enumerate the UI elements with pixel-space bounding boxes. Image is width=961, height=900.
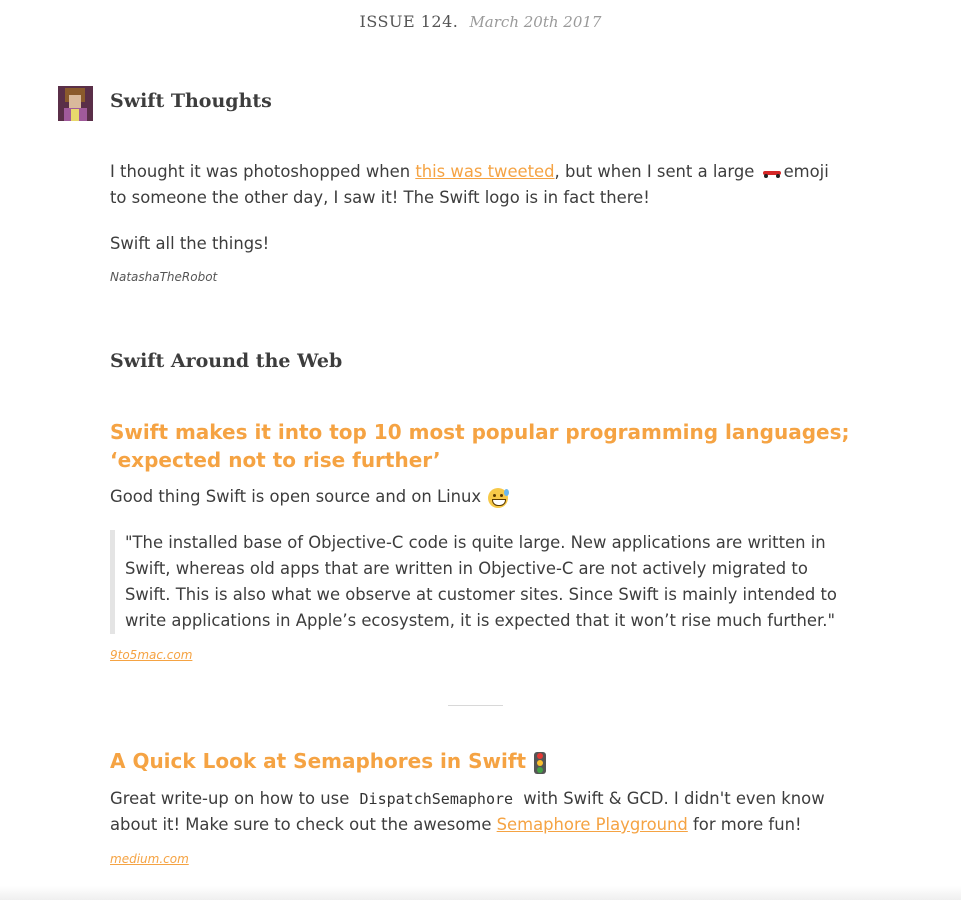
article-title[interactable] [110,418,850,474]
author-avatar [58,86,93,121]
article-summary [110,786,850,838]
race-car-icon [762,168,782,178]
section-title-around-web: Swift Around the Web [110,350,343,372]
article-summary [110,484,850,510]
article-divider [448,705,503,706]
semaphore-playground-link[interactable]: Semaphore Playground [496,815,688,834]
thoughts-paragraph-2: Swift all the things! [110,234,270,253]
article-summary-text: Great write-up on how to use [110,789,355,808]
article-title[interactable] [110,747,850,775]
thoughts-text: emoji to someone the other day, I saw it! The Swift logo is in fact there! [110,162,829,207]
article-quote: "The installed base of Objective-C code is quite large. New applications are written in Swift, whereas old apps that are written in Objective-C are not actively migrated to Swift. This is also what we observe at customer sites. Since Swift is mainly intended to write applications in Apple’s ecosystem, it is expected that it won’t rise much further." [110,530,845,634]
article-summary-text: with Swift & GCD. I didn't even know about it! Make sure to check out the awesome [110,789,825,834]
issue-date: March 20th 2017 [469,13,602,31]
section-title-swift-thoughts: Swift Thoughts [110,90,272,112]
article-source-link[interactable]: 9to5mac.com [110,648,193,662]
issue-number: ISSUE 124. [359,12,459,31]
grinning-sweat-icon [488,488,508,508]
thoughts-text: I thought it was photoshopped when [110,162,416,181]
bottom-shadow [0,886,961,900]
thoughts-paragraph [110,159,850,211]
article-source-link[interactable]: medium.com [110,852,189,866]
traffic-light-icon [534,752,546,774]
article-title-text[interactable]: Swift makes it into top 10 most popular programming languages; ‘expected not to rise further’ [110,420,850,472]
thoughts-text: , but when I sent a large [554,162,760,181]
author-name: NatashaTheRobot [110,270,218,284]
article-summary-text: Good thing Swift is open source and on Linux [110,487,482,506]
tweet-link[interactable]: this was tweeted [415,162,555,181]
article-summary-text: for more fun! [687,815,802,834]
code-dispatch-semaphore: DispatchSemaphore [359,790,514,808]
issue-header [0,12,961,31]
article-title-text[interactable]: A Quick Look at Semaphores in Swift [110,749,527,773]
